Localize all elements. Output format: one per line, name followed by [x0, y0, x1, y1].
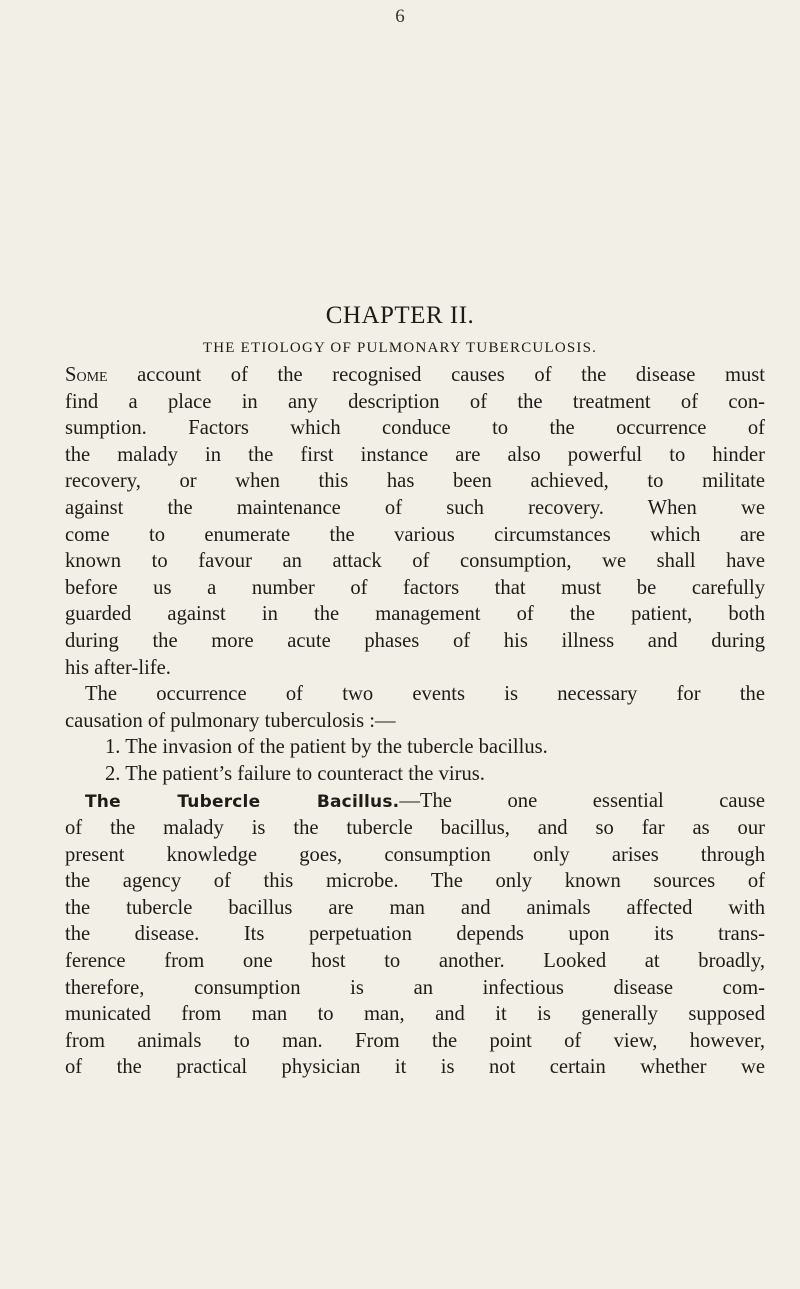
text-line: known to favour an attack of consumption, we shall have	[65, 550, 765, 573]
text-line	[65, 362, 765, 389]
text-line	[65, 788, 765, 816]
text-line: recovery, or when this has been achieved, to militate	[65, 470, 765, 493]
text-line: his after-life.	[65, 656, 171, 679]
list-item: 1. The invasion of the patient by the tubercle bacillus.	[105, 736, 548, 759]
chapter-subtitle: THE ETIOLOGY OF PULMONARY TUBERCULOSIS.	[202, 340, 598, 356]
text-line: against the maintenance of such recovery. When we	[65, 496, 765, 519]
text-line: come to enumerate the various circumstances which are	[65, 523, 765, 546]
text-fragment: account of the recognised causes of the disease must	[107, 364, 765, 386]
opening-word: Some	[65, 364, 108, 386]
text-line: before us a number of factors that must be carefully	[65, 576, 765, 599]
text-line: from animals to man. From the point of view, however,	[65, 1029, 765, 1052]
chapter-title: CHAPTER II.	[325, 302, 475, 329]
text-line: the tubercle bacillus are man and animals affected with	[65, 896, 765, 919]
text-line: therefore, consumption is an infectious disease com-	[65, 976, 765, 999]
section-heading: The Tubercle Bacillus.	[85, 791, 400, 812]
text-line: The occurrence of two events is necessary for the	[85, 683, 765, 706]
text-line: of the malady is the tubercle bacillus, and so far as our	[65, 817, 765, 840]
text-line: the disease. Its perpetuation depends upon its trans-	[65, 923, 765, 946]
list-item: 2. The patient’s failure to counteract the virus.	[105, 762, 485, 785]
text-line: find a place in any description of the treatment of con-	[65, 390, 765, 413]
text-line: guarded against in the management of the patient, both	[65, 603, 765, 626]
text-line: ference from one host to another. Looked at broadly,	[65, 950, 765, 973]
text-line: during the more acute phases of his illness and during	[65, 629, 765, 652]
text-line: of the practical physician it is not certain whether we	[65, 1056, 765, 1079]
text-line: sumption. Factors which conduce to the occurrence of	[65, 417, 765, 440]
page-number: 6	[395, 6, 405, 27]
text-line: the agency of this microbe. The only known sources of	[65, 870, 765, 893]
text-line: causation of pulmonary tuberculosis :—	[65, 709, 396, 732]
text-fragment: —The one essential cause	[399, 789, 765, 812]
text-line: the malady in the first instance are also powerful to hinder	[65, 443, 765, 466]
body-text	[65, 362, 765, 1081]
text-line: present knowledge goes, consumption only arises through	[65, 843, 765, 866]
text-line: municated from man to man, and it is generally supposed	[65, 1003, 765, 1026]
